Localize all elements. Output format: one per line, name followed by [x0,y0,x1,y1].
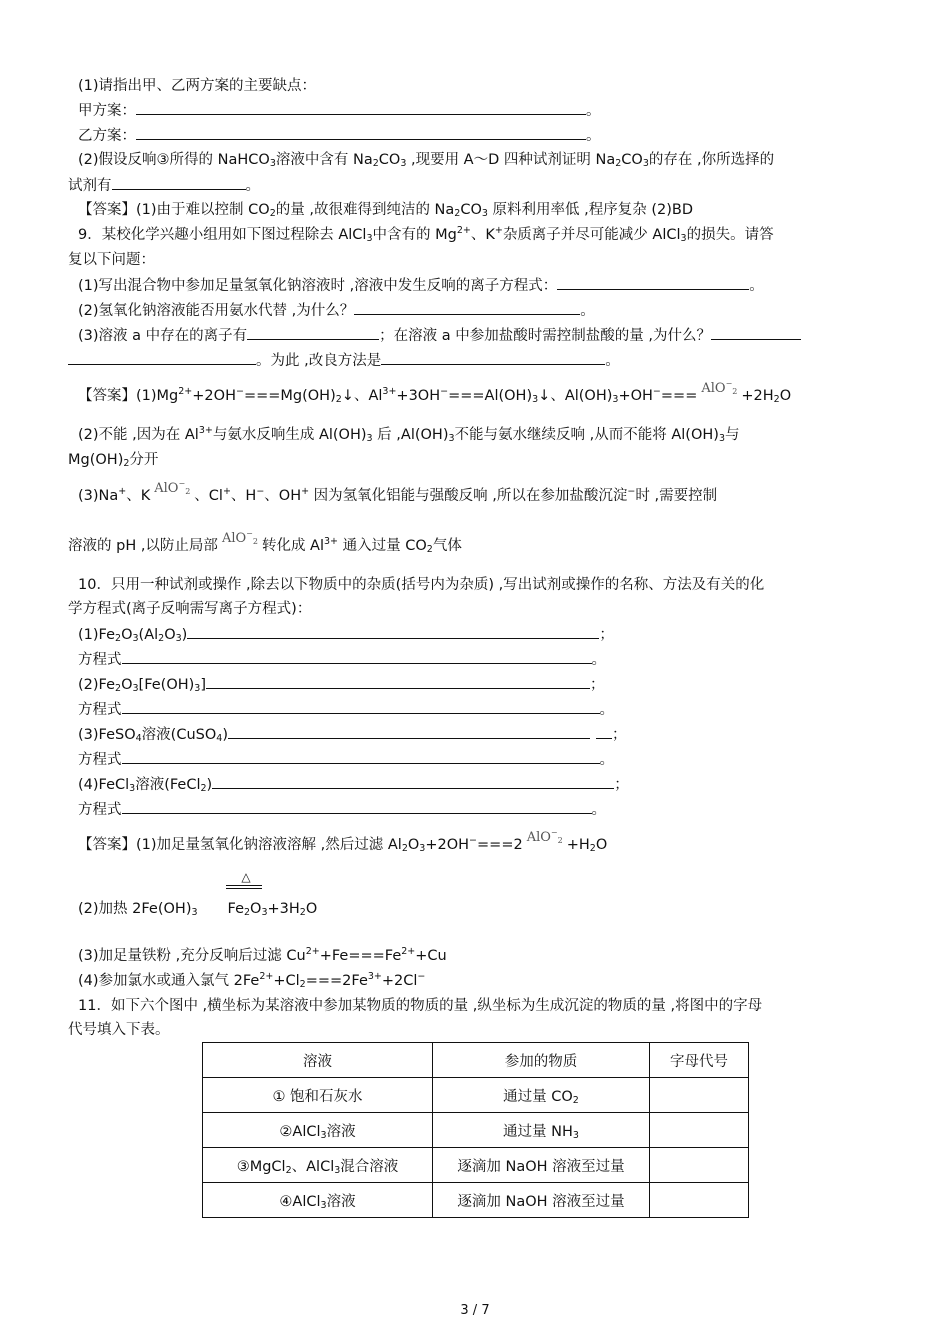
superscript: − [235,386,244,397]
text: 、H [230,488,257,504]
text: ③MgCl [236,1158,286,1175]
period: 。 [591,802,606,818]
text: 与氨水反响生成 Al(OH) [212,427,367,443]
table-row [203,1078,749,1113]
subscript: 3 [718,433,725,444]
subscript: 3 [132,633,139,644]
text: 10．只用一种试剂或操作 ,除去以下物质中的杂质(括号内为杂质) ,写出试剂或操作的名称、方法及有关的化 [78,577,765,593]
q8-jia-label: 甲方案： [78,103,136,119]
answer-blank[interactable] [596,724,612,739]
q10-stem [78,575,764,595]
superscript: 2+ [305,946,320,957]
period: 。 [586,128,601,144]
subscript: 2 [572,1094,579,1106]
superscript: 2+ [178,386,193,397]
answer-blank[interactable] [381,350,605,365]
q10-item1 [78,624,614,645]
table-cell: 逐滴加 NaOH 溶液至过量 [433,1148,650,1183]
answer-blank[interactable] [247,325,379,340]
text: (2)加热 2Fe(OH) [78,901,192,917]
text: 【答案】(1)加足量氢氧化钠溶液溶解 ,然后过滤 Al [78,837,402,853]
semicolon: ； [599,627,614,643]
text: 试剂有 [68,178,112,194]
text: +2OH [192,388,236,404]
superscript: − [469,835,478,846]
text: 原料利用率低 ,程序复杂 (2)BD [487,202,694,218]
subscript: 4 [135,733,142,744]
period: 。 [599,752,614,768]
text: +OH [618,388,653,404]
text: 代号填入下表。 [68,1022,170,1038]
table-header-row [203,1043,749,1078]
q9-answer2-line2 [68,450,158,470]
answer-blank[interactable] [122,649,592,664]
answer-blank[interactable] [354,300,580,315]
superscript: − [178,479,186,488]
aluminate-formula [154,481,190,496]
superscript: 3+ [382,386,397,397]
text: (3)Na [78,488,119,504]
period: 。 [749,278,764,294]
semicolon: ； [614,777,629,793]
q10-eq4 [78,799,606,820]
text: 【答案】(1)由于难以控制 CO [78,202,270,218]
text: 的量 ,故很难得到纯洁的 Na [275,202,455,218]
subscript: 3 [334,1164,341,1176]
superscript: − [256,486,265,497]
answer-cell[interactable] [650,1148,749,1183]
text: +2OH [425,837,470,853]
subscript: 3 [481,208,488,219]
text: 杂质离子并尽可能减少 AlCl [502,227,681,243]
answer-cell[interactable] [650,1078,749,1113]
page-number: 3 / 7 [460,1303,490,1318]
subscript: 3 [532,394,539,405]
text: (3)FeSO [78,727,136,743]
text: +2Cl [381,973,418,989]
q10-stem-line2 [68,599,311,619]
subscript: 2 [589,843,596,854]
semicolon: ； [590,677,605,693]
text: 混合溶液 [340,1158,399,1175]
text: 时 ,需要控制 [635,488,718,504]
text: CO [621,152,643,168]
subscript: 2 [401,843,408,854]
answer-blank[interactable] [122,749,600,764]
q10-eq3 [78,749,614,770]
text: +H [566,837,590,853]
text: O [305,901,318,917]
q8-part2-line2 [68,175,260,196]
subscript: 2 [115,683,122,694]
text: O [250,901,262,917]
answer-blank[interactable] [136,125,586,140]
subscript: 2 [454,208,461,219]
period: 。 [599,702,614,718]
text: Fe [227,901,244,917]
subscript: 2 [158,633,165,644]
subscript: 2 [335,394,342,405]
text: Mg(OH) [68,452,124,468]
text: 通过量 NH [503,1123,573,1140]
q10-answer1 [78,828,608,856]
text: (2)不能 ,因为在 Al [78,427,199,443]
table-cell [203,1183,433,1218]
reaction-bar [226,885,262,886]
text: 溶液(CuSO [141,727,217,743]
superscript: 3+ [198,425,213,436]
superscript: − [246,529,253,538]
text: +3OH [396,388,441,404]
subscript: 2 [372,158,379,169]
answer-blank[interactable] [68,350,256,365]
answer-cell[interactable] [650,1113,749,1148]
superscript: − [725,379,733,388]
table-cell: 逐滴加 NaOH 溶液至过量 [433,1183,650,1218]
period: 。 [580,303,595,319]
q11-stem-line2 [68,1020,170,1040]
text: CO [460,202,482,218]
subscript: 3 [320,1199,327,1211]
superscript: − [550,828,558,837]
superscript: 2+ [456,225,471,236]
period: 。 [591,652,606,668]
q9-answer3 [78,479,718,507]
q9-part3 [78,325,801,346]
text: 气体 [432,538,462,554]
subscript: 2 [773,394,780,405]
aluminate-formula [527,830,563,845]
superscript: 3+ [367,971,382,982]
text: 、Cl [194,488,223,504]
superscript: 2+ [259,971,274,982]
text: 、K [126,488,151,504]
answer-table [202,1042,749,1218]
text: (4)参加氯水或通入氯气 2Fe [78,973,260,989]
superscript: 3+ [324,536,339,547]
text: 溶液中含有 Na [275,152,373,168]
q10-eq2 [78,699,614,720]
text: ↓、Al [341,388,383,404]
aluminate-formula [222,531,258,546]
text: 溶液的 pH ,以防止局部 [68,538,218,554]
superscript: + [118,486,127,497]
text: ,现要用 A～D 四种试剂证明 Na [406,152,616,168]
heat-condition-symbol: △ [241,870,251,884]
q9-answer2 [78,425,739,445]
q10-item4 [78,774,629,795]
subscript: 3 [191,907,198,918]
table-row [203,1113,749,1148]
table-cell [203,1113,433,1148]
text: (Al [138,627,159,643]
q8-part1-text: (1)请指出甲、乙两方案的主要缺点： [78,78,317,94]
answer-blank[interactable] [136,100,586,115]
text: === [660,388,698,404]
q10-answer4 [78,971,425,991]
text: CO [378,152,401,168]
q8-jia-line [78,100,601,121]
text: (2)假设反响③所得的 NaHCO [78,152,270,168]
table-header: 参加的物质 [433,1043,650,1078]
table-cell [203,1148,433,1183]
text: ===Al(OH) [448,388,533,404]
text: 后 ,Al(OH) [372,427,449,443]
subscript: 2 [115,633,122,644]
answer-blank[interactable] [112,175,246,190]
subscript: 2 [200,783,207,794]
q9-answer1 [78,379,792,407]
text: 的损失。请答 [686,227,774,243]
text: +Cl [273,973,300,989]
q10-answer3 [78,946,447,966]
text: 中含有的 Mg [372,227,457,243]
subscript: 3 [366,433,373,444]
subscript: 3 [194,683,201,694]
text: +2H [741,388,774,404]
table-header: 字母代号 [650,1043,749,1078]
subscript: 2 [426,544,433,555]
superscript: − [440,386,449,397]
subscript: 2 [557,836,563,845]
text: 、OH [264,488,302,504]
q8-yi-line [78,125,601,146]
text: ===2Fe [305,973,368,989]
q10-eq1 [78,649,606,670]
period: 。 [586,103,601,119]
text: 不能与氨水继续反响 ,从而不能将 Al(OH) [454,427,719,443]
subscript: 2 [252,537,258,546]
q10-item3 [78,724,626,745]
text: 方程式 [78,752,122,768]
table-cell [433,1078,650,1113]
text: +Cu [415,948,447,964]
q8-part1-line [78,76,316,96]
subscript: 2 [123,458,130,469]
subscript: 2 [615,158,622,169]
q9-stem [78,225,774,245]
table-cell [433,1113,650,1148]
answer-blank[interactable] [122,799,592,814]
answer-blank[interactable] [557,275,749,290]
text: 通过量 CO [503,1088,573,1105]
answer-blank[interactable] [187,624,599,639]
q9-part1 [78,275,764,296]
text: 通入过量 CO [338,538,427,554]
q10-item2 [78,674,605,695]
text: 分开 [129,452,159,468]
semicolon: ； [611,727,627,743]
subscript: 2 [269,208,276,219]
table-row [203,1148,749,1183]
subscript: 3 [320,1129,327,1141]
q9-part2 [78,300,595,321]
superscript: + [301,486,310,497]
answer-blank[interactable] [711,325,801,340]
text: AlO [701,381,726,396]
text: ) [222,727,228,743]
q10-answer2 [78,899,317,919]
text: 、AlCl [291,1158,335,1175]
text: (1)写出混合物中参加足量氢氧化钠溶液时 ,溶液中发生反响的离子方程式： [78,278,558,294]
q8-answer [78,200,693,220]
text: 方程式 [78,702,122,718]
subscript: 3 [175,633,182,644]
text: (3)加足量铁粉 ,充分反响后过滤 Cu [78,948,306,964]
aluminate-formula [701,381,737,396]
text: O [779,388,792,404]
superscript: 2+ [401,946,416,957]
text: O [164,627,176,643]
text: ] [200,677,207,693]
text: 。为此 ,改良方法是 [256,353,382,369]
text: ) [206,777,213,793]
text: ===Mg(OH) [243,388,336,404]
text: ②AlCl [279,1123,321,1140]
answer-blank[interactable] [206,674,590,689]
q9-answer3-line2 [68,529,462,557]
superscript: + [222,486,231,497]
q8-part2-line [78,150,774,170]
text: 复以下问题： [68,252,155,268]
text: AlO [526,830,551,845]
reaction-bar [226,888,262,889]
answer-blank[interactable] [228,724,590,739]
subscript: 3 [269,158,276,169]
table-header: 溶液 [203,1043,433,1078]
subscript: 3 [129,783,136,794]
answer-blank[interactable] [122,699,600,714]
subscript: 3 [612,394,619,405]
subscript: 3 [261,907,268,918]
subscript: 3 [419,843,426,854]
superscript: − [652,386,661,397]
text: 转化成 Al [261,538,325,554]
period: 。 [245,178,260,194]
text: (2)Fe [78,677,116,693]
text: ↓、Al(OH) [538,388,613,404]
subscript: 2 [299,979,306,990]
text: 溶液 [326,1193,356,1210]
subscript: 3 [572,1129,579,1141]
subscript: 3 [448,433,455,444]
table-row [203,1183,749,1218]
q9-stem-line2 [68,250,155,270]
text: O [407,837,420,853]
text: 方程式 [78,652,122,668]
text: 因为氢氧化铝能与强酸反响 ,所以在参加盐酸沉淀 [309,488,628,504]
text: AlO [221,531,247,546]
text: 溶液(FeCl [135,777,201,793]
text: 【答案】(1)Mg [78,388,179,404]
subscript: 2 [244,907,251,918]
text: 与 [724,427,740,443]
text: O [121,677,133,693]
subscript: 4 [216,733,223,744]
text: (2)氢氧化钠溶液能否用氨水代替 ,为什么？ [78,303,355,319]
superscript: − [417,971,426,982]
text: ；在溶液 a 中参加盐酸时需控制盐酸的量 ,为什么？ [379,328,711,344]
text: 溶液 [326,1123,356,1140]
q9-part3-line2 [68,350,620,371]
text: (3)溶液 a 中存在的离子有 [78,328,248,344]
superscript: − [627,486,636,497]
text: 11．如下六个图中 ,横坐标为某溶液中参加某物质的物质的量 ,纵坐标为生成沉淀的物质的量 ,将图中的字母 [78,998,763,1014]
subscript: 3 [642,158,649,169]
text: AlO [154,481,179,496]
subscript: 2 [299,907,306,918]
text: +Fe===Fe [319,948,402,964]
text: (4)FeCl [78,777,130,793]
text: 的存在 ,你所选择的 [648,152,775,168]
text: ④AlCl [279,1193,321,1210]
text: ) [181,627,188,643]
q11-stem [78,996,762,1016]
text: 、K [470,227,495,243]
text: O [121,627,133,643]
answer-cell[interactable] [650,1183,749,1218]
text: +3H [267,901,300,917]
q8-yi-label: 乙方案： [78,128,136,144]
subscript: 2 [285,1164,292,1176]
text: ===2 [477,837,523,853]
text: 方程式 [78,802,122,818]
answer-blank[interactable] [212,774,614,789]
superscript: + [494,225,503,236]
subscript: 2 [732,387,738,396]
text: 学方程式(离子反响需写离子方程式)： [68,601,312,617]
subscript: 3 [132,683,139,694]
period: 。 [605,353,620,369]
subscript: 2 [185,487,191,496]
table-cell: ① 饱和石灰水 [203,1078,433,1113]
text: 9．某校化学兴趣小组用如下图过程除去 AlCl [78,227,367,243]
subscript: 3 [680,233,687,244]
text: O [595,837,608,853]
subscript: 3 [366,233,373,244]
text: (1)Fe [78,627,116,643]
subscript: 3 [400,158,407,169]
text: [Fe(OH) [138,677,195,693]
